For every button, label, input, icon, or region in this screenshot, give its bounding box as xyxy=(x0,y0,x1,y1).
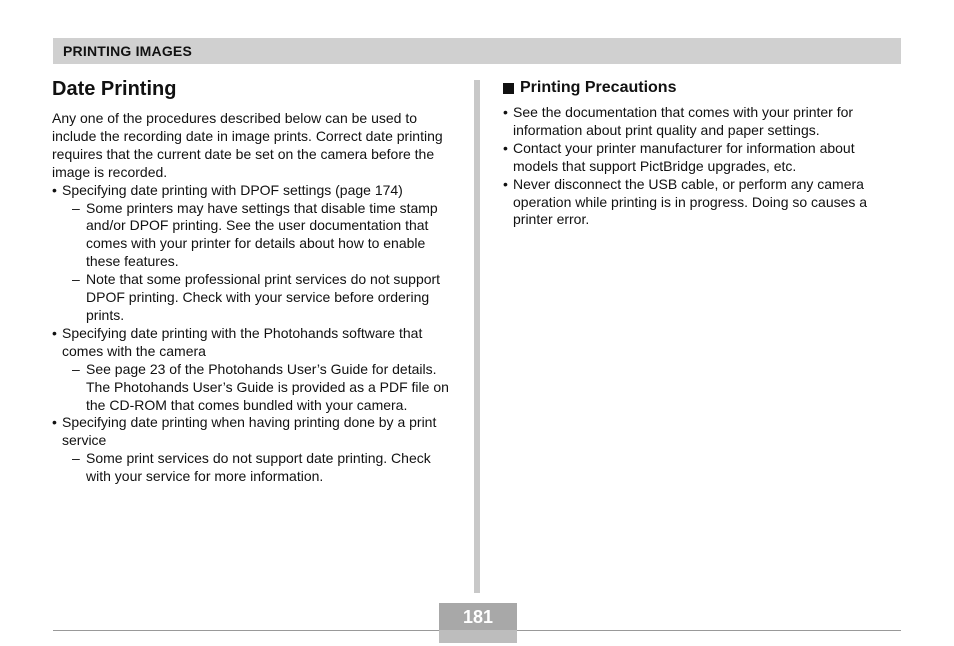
sub-list-item-text: Some printers may have settings that disable time stamp and/or DPOF printing. See the user documentation that comes with your printer for details about how to enable these features. xyxy=(86,199,438,270)
list-item xyxy=(503,104,903,140)
sub-list-item xyxy=(62,361,456,415)
page-number: 181 xyxy=(462,607,494,627)
sub-list-item-text: Note that some professional print services do not support DPOF printing. Check with your service before ordering prints. xyxy=(86,271,441,323)
list-item xyxy=(52,325,456,415)
intro-paragraph: Any one of the procedures described below can be used to include the recording date in image prints. Correct date printing requires that the current date be set on the camera before the image is recorded. xyxy=(52,110,443,180)
dash-mark: – xyxy=(72,199,80,216)
sub-list-item xyxy=(62,271,456,325)
list-item-text: Specifying date printing with the Photohands software that comes with the camera xyxy=(62,324,423,359)
column-divider xyxy=(474,80,480,593)
list-item-text: See the documentation that comes with your printer for information about print quality and paper settings. xyxy=(513,104,854,138)
list-item-text: Contact your printer manufacturer for information about models that support PictBridge upgrades, etc. xyxy=(513,139,855,174)
list-item-text: Specifying date printing with DPOF settings (page 174) xyxy=(62,181,403,198)
left-column xyxy=(52,76,456,486)
sub-list-item-text: Some print services do not support date printing. Check with your service for more information. xyxy=(86,450,431,485)
sub-list xyxy=(62,450,456,486)
bullet-mark: • xyxy=(503,104,508,120)
dash-mark: – xyxy=(72,360,80,377)
precautions-title: Printing Precautions xyxy=(520,79,677,96)
dash-mark: – xyxy=(72,450,80,467)
sub-list xyxy=(62,361,456,415)
date-printing-list xyxy=(52,182,456,486)
page-title: Date Printing xyxy=(52,78,177,100)
bullet-mark: • xyxy=(503,139,508,156)
sub-list xyxy=(62,200,456,325)
list-item xyxy=(52,182,456,325)
list-item xyxy=(503,176,903,230)
sub-list-item-text: See page 23 of the Photohands User’s Guide for details. The Photohands User’s Guide is provided as a PDF file on the CD-ROM that comes bundled with your camera. xyxy=(86,360,449,413)
section-label: PRINTING IMAGES xyxy=(63,43,193,59)
right-column xyxy=(503,76,903,229)
page-number-tab-base xyxy=(439,630,517,643)
square-bullet-icon xyxy=(503,83,514,94)
bullet-mark: • xyxy=(52,181,57,198)
bullet-mark: • xyxy=(52,414,57,431)
dash-mark: – xyxy=(72,271,80,288)
bullet-mark: • xyxy=(503,175,508,192)
sub-list-item xyxy=(62,200,456,272)
bullet-mark: • xyxy=(52,324,57,341)
list-item-text: Specifying date printing when having printing done by a print service xyxy=(62,414,437,449)
section-header-bar xyxy=(53,38,901,64)
precautions-list xyxy=(503,104,903,229)
sub-list-item xyxy=(62,450,456,486)
list-item-text: Never disconnect the USB cable, or perform any camera operation while printing is in progress. Doing so causes a printer error. xyxy=(513,175,868,228)
list-item xyxy=(503,140,903,176)
list-item xyxy=(52,414,456,486)
precautions-heading xyxy=(503,78,903,98)
page-number-tab xyxy=(439,603,517,643)
